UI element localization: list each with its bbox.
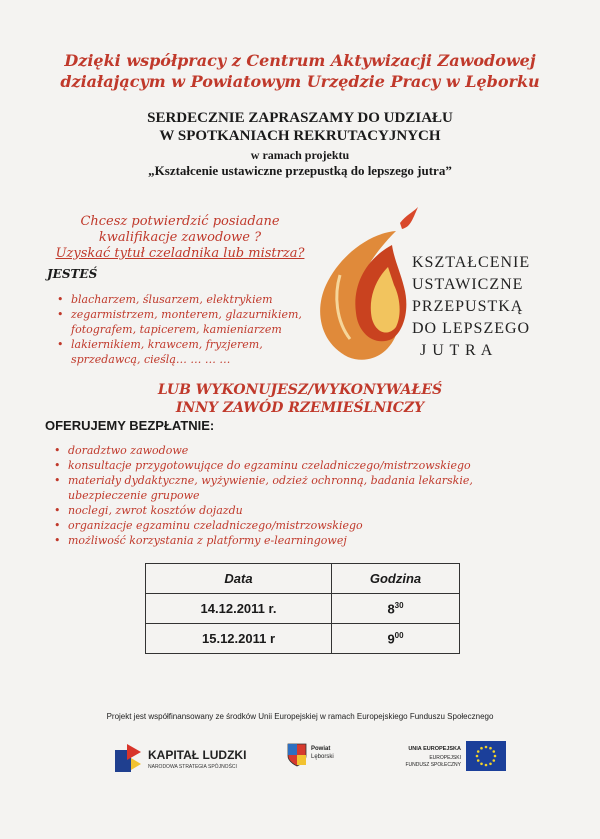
powiat-line-1: Powiat xyxy=(311,746,331,752)
eu-star xyxy=(492,759,495,762)
kapital-ludzki-subtitle: NARODOWA STRATEGIA SPÓJNOŚCI xyxy=(148,764,237,770)
ue-line-1: UNIA EUROPEJSKA xyxy=(408,746,461,752)
list-item: • konsultacje przygotowujące do egzaminu czeladniczego/mistrzowskiego xyxy=(52,458,492,473)
header-line-1: Dzięki współpracy z Centrum Aktywizacji Zawodowej xyxy=(64,51,536,70)
eu-star xyxy=(477,750,480,753)
col-date-header: Data xyxy=(146,564,332,594)
table-row xyxy=(146,624,460,654)
minutes-value: 30 xyxy=(394,600,404,610)
title-line-2: W SPOTKANIACH REKRUTACYJNYCH xyxy=(159,128,441,144)
shield-quarter-yellow xyxy=(297,755,306,765)
lub-line-1: LUB WYKONUJESZ/WYKONYWAŁEŚ xyxy=(157,382,443,398)
kl-red-arrow xyxy=(127,744,141,760)
header-line-2: działającym w Powiatowym Urzędzie Pracy w Lęborku xyxy=(60,72,540,91)
list-item: • materiały dydaktyczne, wyżywienie, odzież ochronną, badania lekarskie, ubezpieczenie grupowe xyxy=(52,473,492,503)
powiat-line-2: Lęborski xyxy=(311,754,334,760)
minutes-value: 00 xyxy=(394,630,404,640)
ue-line-3: FUNDUSZ SPOŁECZNY xyxy=(405,762,461,768)
eu-star xyxy=(476,755,479,758)
list-item: • doradztwo zawodowe xyxy=(52,443,492,458)
logo-text-5: J U T R A xyxy=(420,342,494,359)
eu-flag-field xyxy=(466,741,506,771)
eu-star xyxy=(480,747,483,750)
flame-tip xyxy=(400,207,418,229)
kl-yellow-arrow xyxy=(131,758,141,770)
eu-star xyxy=(489,762,492,765)
hour-value: 8 xyxy=(387,601,395,617)
jestes-label: JESTEŚ xyxy=(47,267,98,281)
eu-star xyxy=(477,759,480,762)
logos-bar xyxy=(0,738,600,788)
question-line-2: kwalifikacje zawodowe ? xyxy=(98,230,262,245)
eu-star xyxy=(485,746,488,749)
list-item: • organizacje egzaminu czeladniczego/mistrzowskiego xyxy=(52,518,492,533)
kapital-ludzki-title: KAPITAŁ LUDZKI xyxy=(148,748,247,762)
title-line-3: w ramach projektu xyxy=(250,148,350,162)
eu-flag-icon xyxy=(466,741,506,771)
powiat-coat-of-arms-icon xyxy=(287,743,307,767)
logo-text-4: DO LEPSZEGO xyxy=(412,320,531,337)
date-cell: 14.12.2011 r. xyxy=(146,594,332,624)
list-item: • blacharzem, ślusarzem, elektrykiem xyxy=(55,292,325,307)
lub-line-2: INNY ZAWÓD RZEMIEŚLNICZY xyxy=(175,400,425,416)
hour-cell xyxy=(332,624,460,654)
col-hour-header: Godzina xyxy=(332,564,460,594)
eu-star xyxy=(492,750,495,753)
table-row xyxy=(146,594,460,624)
logo-text-1: KSZTAŁCENIE xyxy=(412,254,531,271)
date-cell: 15.12.2011 r xyxy=(146,624,332,654)
list-item: • lakiernikiem, krawcem, fryzjerem, sprzedawcą, cieślą… … … … xyxy=(55,337,325,367)
eu-star xyxy=(480,762,483,765)
jestes-list xyxy=(55,292,325,367)
eu-star xyxy=(485,764,488,767)
table-header-row xyxy=(146,564,460,594)
oferujemy-list xyxy=(52,443,492,548)
question-line-3: Uzyskać tytuł czeladnika lub mistrza? xyxy=(55,246,305,261)
logo-text-3: PRZEPUSTKĄ xyxy=(412,298,524,315)
logo-text-2: USTAWICZNE xyxy=(412,276,524,293)
eu-star xyxy=(489,747,492,750)
question-line-1: Chcesz potwierdzić posiadane xyxy=(80,214,280,229)
schedule-table xyxy=(145,563,460,654)
project-name: „Kształcenie ustawiczne przepustką do lepszego jutra” xyxy=(148,163,452,178)
list-item: • zegarmistrzem, monterem, glazurnikiem, fotografem, tapicerem, kamieniarzem xyxy=(55,307,325,337)
kapital-ludzki-icon xyxy=(113,742,143,774)
footer-note: Projekt jest współfinansowany ze środków Unii Europejskiej w ramach Europejskiego Funduszu Społecznego xyxy=(106,712,494,721)
hour-cell xyxy=(332,594,460,624)
eu-star xyxy=(494,755,497,758)
shield-quarter-blue xyxy=(288,744,297,755)
list-item: • możliwość korzystania z platformy e-learningowej xyxy=(52,533,492,548)
ue-line-2: EUROPEJSKI xyxy=(429,755,461,761)
oferujemy-label: OFERUJEMY BEZPŁATNIE: xyxy=(45,418,215,433)
list-item: • noclegi, zwrot kosztów dojazdu xyxy=(52,503,492,518)
title-line-1: SERDECZNIE ZAPRASZAMY DO UDZIAŁU xyxy=(147,110,453,126)
flame-logo xyxy=(300,205,420,365)
hour-value: 9 xyxy=(387,631,395,647)
